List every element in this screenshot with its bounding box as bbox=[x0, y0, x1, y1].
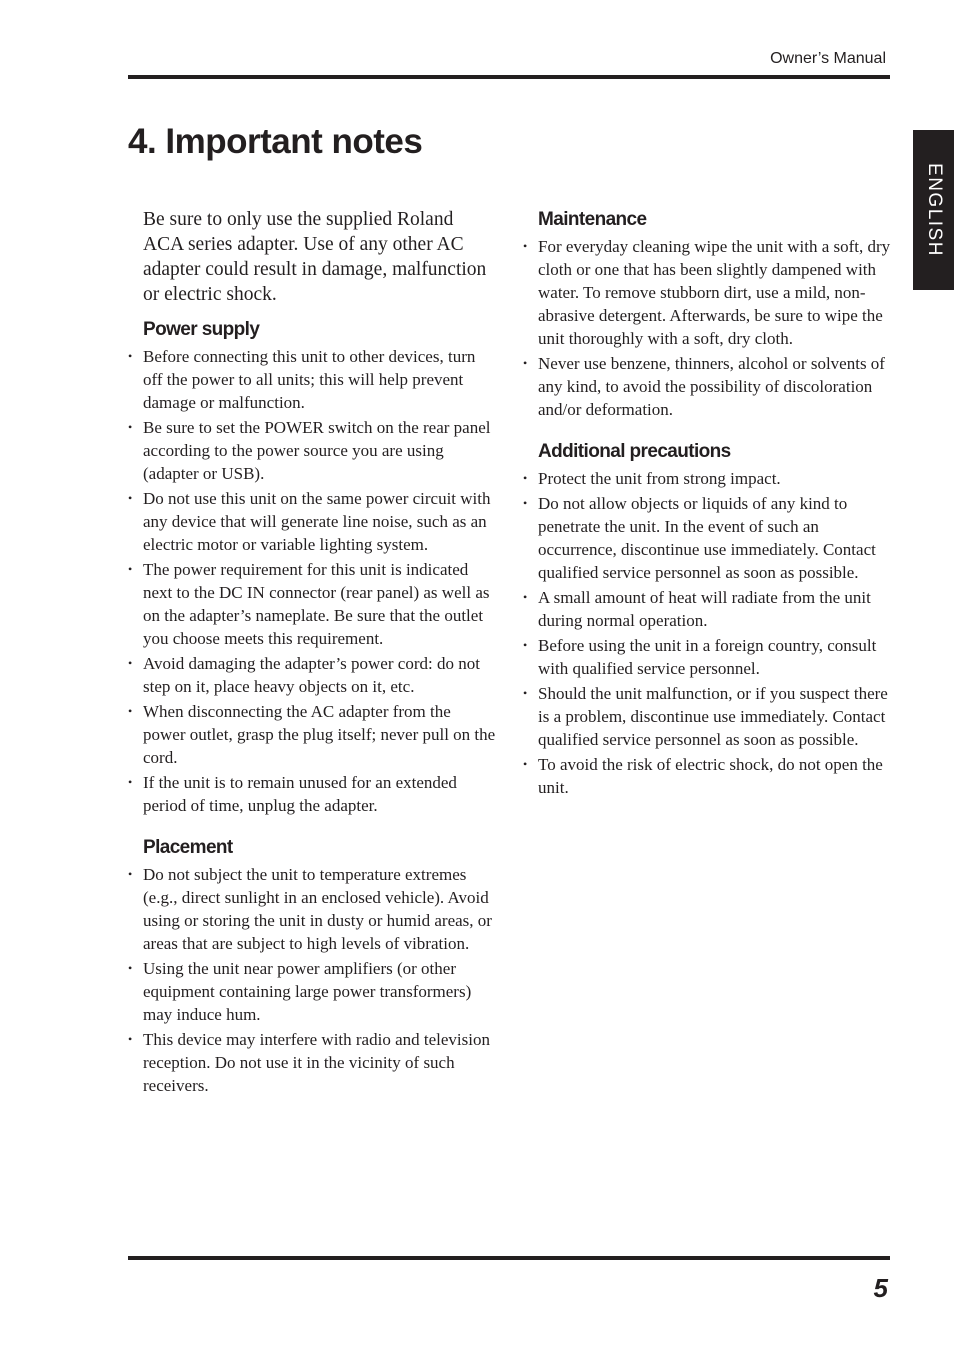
list-item: • Avoid damaging the adapter’s power cord: do not step on it, place heavy objects on it, etc. bbox=[128, 652, 496, 698]
running-header: Owner’s Manual bbox=[770, 50, 886, 67]
list-item: • Using the unit near power amplifiers (or other equipment containing large power transformers) may induce hum. bbox=[128, 957, 496, 1026]
list-item: • If the unit is to remain unused for an extended period of time, unplug the adapter. bbox=[128, 771, 496, 817]
page-number: 5 bbox=[873, 1273, 888, 1303]
power-supply-list bbox=[128, 345, 496, 817]
list-item: • Should the unit malfunction, or if you suspect there is a problem, discontinue use immediately. Contact qualified service personnel as soon as possible. bbox=[523, 682, 893, 751]
language-tab-label: ENGLISH bbox=[923, 163, 945, 257]
page-title: 4. Important notes bbox=[128, 122, 423, 161]
intro-paragraph: Be sure to only use the supplied Roland ACA series adapter. Use of any other AC adapter could result in damage, malfunction or electric shock. bbox=[143, 209, 487, 305]
list-item: • When disconnecting the AC adapter from the power outlet, grasp the plug itself; never pull on the cord. bbox=[128, 700, 496, 769]
list-item: • This device may interfere with radio and television reception. Do not use it in the vicinity of such receivers. bbox=[128, 1028, 496, 1097]
list-item: • Before using the unit in a foreign country, consult with qualified service personnel. bbox=[523, 634, 893, 680]
maintenance-list bbox=[523, 235, 893, 421]
list-item: • For everyday cleaning wipe the unit with a soft, dry cloth or one that has been slightly dampened with water. To remove stubborn dirt, use a mild, non-abrasive detergent. Afterwards, be sure to wipe the unit thoroughly with a soft, dry cloth. bbox=[523, 235, 893, 350]
list-item: • Before connecting this unit to other devices, turn off the power to all units; this will help prevent damage or malfunction. bbox=[128, 345, 496, 414]
list-item: • Do not use this unit on the same power circuit with any device that will generate line noise, such as an electric motor or variable lighting system. bbox=[128, 487, 496, 556]
list-item: • Do not subject the unit to temperature extremes (e.g., direct sunlight in an enclosed vehicle). Avoid using or storing the unit in dusty or humid areas, or areas that are subject to high levels of vibration. bbox=[128, 863, 496, 955]
list-item: • The power requirement for this unit is indicated next to the DC IN connector (rear panel) as well as on the adapter’s nameplate. Be sure that the outlet you choose meets this requirement. bbox=[128, 558, 496, 650]
section-title-additional-precautions: Additional precautions bbox=[538, 441, 731, 462]
list-item: • To avoid the risk of electric shock, do not open the unit. bbox=[523, 753, 893, 799]
placement-list bbox=[128, 863, 496, 1097]
section-title-placement: Placement bbox=[143, 837, 233, 858]
list-item: • Protect the unit from strong impact. bbox=[523, 467, 893, 490]
left-column bbox=[128, 207, 496, 1115]
bottom-rule bbox=[128, 1256, 890, 1260]
language-tab bbox=[913, 130, 954, 290]
list-item: • Do not allow objects or liquids of any kind to penetrate the unit. In the event of such an occurrence, discontinue use immediately. Contact qualified service personnel as soon as possible. bbox=[523, 492, 893, 584]
section-title-power-supply: Power supply bbox=[143, 319, 260, 340]
section-title-maintenance: Maintenance bbox=[538, 209, 647, 230]
list-item: • A small amount of heat will radiate from the unit during normal operation. bbox=[523, 586, 893, 632]
additional-precautions-list bbox=[523, 467, 893, 799]
list-item: • Never use benzene, thinners, alcohol or solvents of any kind, to avoid the possibility of discoloration and/or deformation. bbox=[523, 352, 893, 421]
right-column bbox=[523, 207, 893, 817]
top-rule bbox=[128, 75, 890, 79]
list-item: • Be sure to set the POWER switch on the rear panel according to the power source you are using (adapter or USB). bbox=[128, 416, 496, 485]
